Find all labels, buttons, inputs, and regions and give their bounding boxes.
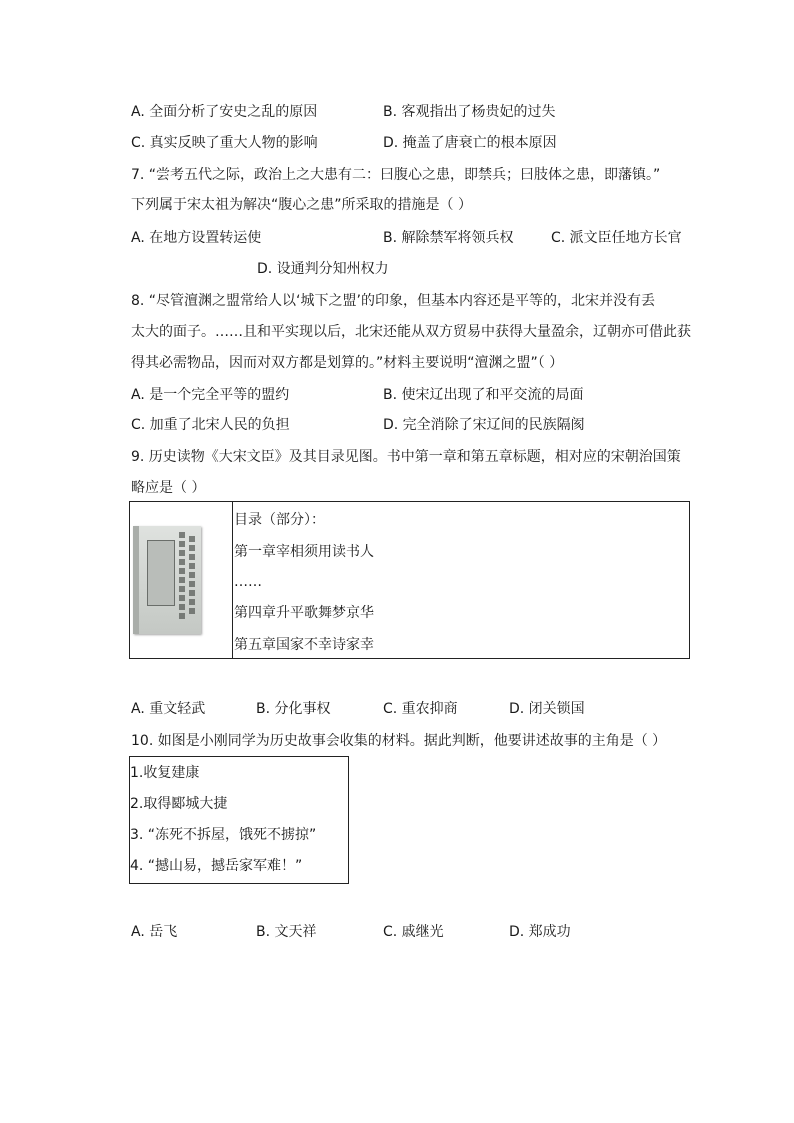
q7-stem-line-2: 下列属于宋太祖为解决“腹心之患”所采取的措施是（ ） (131, 197, 472, 213)
q9-option-a: A. 重文轻武 (131, 701, 206, 717)
q8-option-c: C. 加重了北宋人民的负担 (131, 417, 290, 433)
q10-option-b: B. 文天祥 (256, 924, 317, 940)
q6-option-b: B. 客观指出了杨贵妃的过失 (383, 104, 556, 120)
material-item-4: 4. “撼山易，撼岳家军难！” (130, 858, 303, 874)
q7-option-a: A. 在地方设置转运使 (131, 230, 262, 246)
q10-option-a: A. 岳飞 (131, 924, 178, 940)
toc-item-1: 第一章宰相须用读书人 (234, 544, 374, 560)
q10-option-c: C. 戚继光 (383, 924, 444, 940)
q8-option-b: B. 使宋辽出现了和平交流的局面 (383, 387, 584, 403)
q10-stem: 10. 如图是小刚同学为历史故事会收集的材料。据此判断，他要讲述故事的主角是（ ） (131, 733, 667, 749)
toc-item-2: …… (234, 574, 262, 590)
q8-option-a: A. 是一个完全平等的盟约 (131, 387, 290, 403)
q10-option-d: D. 郑成功 (509, 924, 571, 940)
q6-option-a: A. 全面分析了安史之乱的原因 (131, 104, 318, 120)
q9-option-c: C. 重农抑商 (383, 701, 458, 717)
book-cover-image (133, 526, 201, 634)
q9-stem-line-2: 略应是（ ） (131, 480, 206, 496)
q7-stem-line-1: 7. “尝考五代之际，政治上之大患有二：曰腹心之患，即禁兵；曰肢体之患，即藩镇。” (131, 167, 661, 183)
q8-stem-line-1: 8. “尽管澶渊之盟常给人以‘城下之盟’的印象，但基本内容还是平等的，北宋并没有丢 (131, 293, 655, 309)
q7-option-c: C. 派文臣任地方长官 (551, 230, 682, 246)
q9-stem-line-1: 9. 历史读物《大宋文臣》及其目录见图。书中第一章和第五章标题，相对应的宋朝治国策 (131, 449, 681, 465)
q8-stem-line-3: 得其必需物品，因而对双方都是划算的。”材料主要说明“澶渊之盟”（ ） (131, 355, 564, 371)
q9-book-cover-cell (130, 502, 233, 658)
q8-option-d: D. 完全消除了宋辽间的民族隔阂 (383, 417, 585, 433)
q9-figure-table (129, 501, 690, 659)
toc-item-3: 第四章升平歌舞梦京华 (234, 605, 374, 621)
material-item-2: 2.取得郾城大捷 (130, 796, 228, 812)
q6-option-c: C. 真实反映了重大人物的影响 (131, 135, 318, 151)
material-item-1: 1.收复建康 (130, 765, 200, 781)
q7-option-d: D. 设通判分知州权力 (257, 261, 389, 277)
q9-option-d: D. 闭关锁国 (509, 701, 585, 717)
q8-stem-line-2: 太大的面子。……且和平实现以后，北宋还能从双方贸易中获得大量盈余，辽朝亦可借此获 (131, 324, 691, 340)
q6-option-d: D. 掩盖了唐衰亡的根本原因 (383, 135, 557, 151)
toc-item-4: 第五章国家不幸诗家幸 (234, 637, 374, 653)
q7-option-b: B. 解除禁军将领兵权 (383, 230, 514, 246)
toc-title: 目录（部分）： (234, 512, 325, 528)
q9-option-b: B. 分化事权 (256, 701, 331, 717)
q10-material-box (129, 756, 349, 884)
material-item-3: 3. “冻死不拆屋，饿死不掳掠” (130, 827, 317, 843)
